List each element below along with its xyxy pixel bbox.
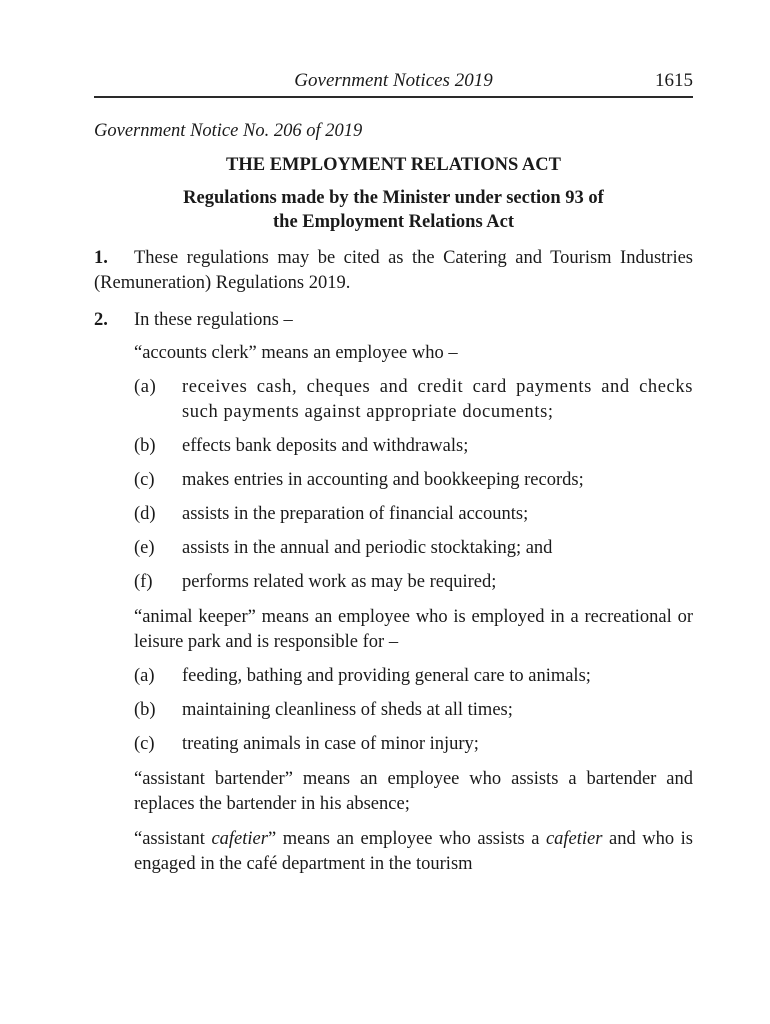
list-item	[134, 732, 693, 757]
list-item	[134, 536, 693, 561]
item-label: (b)	[134, 436, 156, 456]
item-label: (a)	[134, 377, 157, 397]
list-item	[134, 664, 693, 689]
list-item	[134, 468, 693, 493]
item-text: performs related work as may be required;	[182, 572, 497, 592]
running-header	[94, 66, 693, 98]
notice-number: Government Notice No. 206 of 2019	[94, 121, 363, 141]
item-label: (f)	[134, 572, 153, 592]
section-2-intro: In these regulations –	[134, 310, 293, 330]
item-label: (b)	[134, 700, 156, 720]
definition-accounts-clerk: “accounts clerk” means an employee who –	[134, 343, 458, 363]
item-label: (c)	[134, 470, 155, 490]
section-2	[94, 308, 693, 333]
item-text: assists in the preparation of financial accounts;	[182, 504, 529, 524]
list-item	[134, 375, 693, 425]
definition-assistant-cafetier	[134, 827, 693, 877]
cafetier-def-part-2: ” means an employee who assists a	[267, 829, 546, 849]
definitions-block	[94, 341, 693, 877]
section-1	[94, 246, 693, 296]
section-1-number: 1.	[94, 248, 108, 268]
section-1-text: These regulations may be cited as the Catering and Tourism Industries (Remuneration) Regulations 2019.	[94, 248, 693, 293]
item-text: maintaining cleanliness of sheds at all times;	[182, 700, 513, 720]
page-number: 1615	[655, 70, 693, 91]
cafetier-term: cafetier	[211, 829, 268, 849]
item-text: treating animals in case of minor injury;	[182, 734, 479, 754]
item-text: makes entries in accounting and bookkeeping records;	[182, 470, 584, 490]
subtitle-line-2: the Employment Relations Act	[273, 212, 514, 232]
document-page	[94, 66, 693, 877]
item-text: effects bank deposits and withdrawals;	[182, 436, 469, 456]
item-text: assists in the annual and periodic stocktaking; and	[182, 538, 553, 558]
act-title: THE EMPLOYMENT RELATIONS ACT	[226, 155, 561, 175]
item-label: (c)	[134, 734, 155, 754]
list-item	[134, 502, 693, 527]
cafetier-term-2: cafetier	[545, 829, 603, 849]
item-text: receives cash, cheques and credit card payments and checks such payments against appropriate documents;	[182, 377, 693, 422]
regulations-subtitle	[94, 186, 693, 234]
item-label: (d)	[134, 504, 156, 524]
subtitle-line-1: Regulations made by the Minister under section 93 of	[183, 188, 604, 208]
item-label: (e)	[134, 538, 155, 558]
cafetier-def-part-1: “assistant	[134, 829, 212, 849]
section-2-number: 2.	[94, 310, 108, 330]
cafetier-def-part-3: and who is engaged in the café department in the tourism	[134, 829, 693, 874]
list-item	[134, 698, 693, 723]
item-text: feeding, bathing and providing general care to animals;	[182, 666, 591, 686]
list-item	[134, 570, 693, 595]
running-title: Government Notices 2019	[294, 70, 493, 91]
definition-animal-keeper: “animal keeper” means an employee who is employed in a recreational or leisure park and is responsible for –	[134, 607, 693, 652]
definition-assistant-bartender: “assistant bartender” means an employee who assists a bartender and replaces the bartender in his absence;	[134, 769, 693, 814]
list-item	[134, 434, 693, 459]
item-label: (a)	[134, 666, 155, 686]
